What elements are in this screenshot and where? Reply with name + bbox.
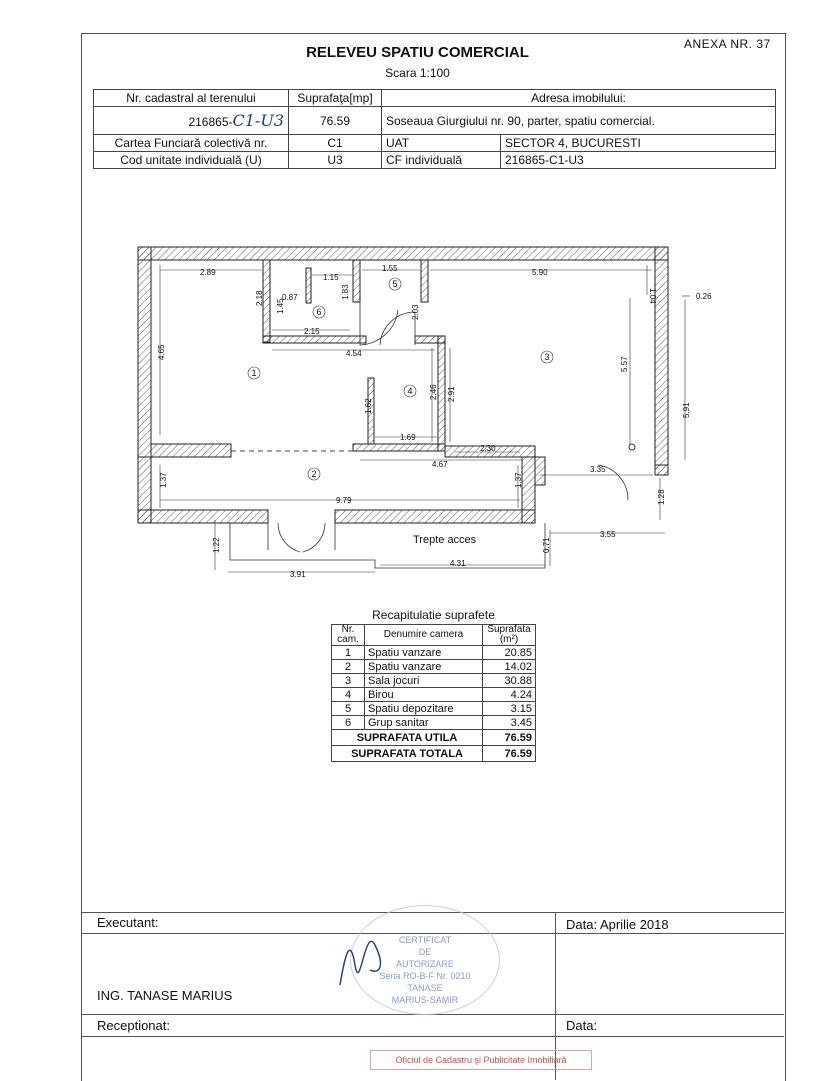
dim-label: 1.45	[276, 298, 285, 314]
room-name: Spatiu depozitare	[365, 702, 483, 716]
unit-value: U3	[289, 152, 382, 169]
recap-title: Recapitulatie suprafete	[372, 608, 495, 622]
signature	[330, 915, 390, 995]
room-area: 30.88	[483, 674, 536, 688]
total-value: 76.59	[483, 746, 536, 762]
table-row	[332, 646, 536, 660]
room-area: 3.45	[483, 716, 536, 730]
room-number: 3	[544, 352, 550, 362]
room-area: 14.02	[483, 660, 536, 674]
room-name: Grup sanitar	[365, 716, 483, 730]
table-row	[332, 716, 536, 730]
dim-label: 1.55	[382, 264, 398, 273]
dim-label: 4.31	[450, 559, 466, 568]
room-number: 6	[316, 307, 322, 317]
dim-label: 2.15	[304, 327, 320, 336]
surface-label: Suprafaţa[mp]	[289, 90, 382, 107]
handwritten-unit-code: C1-U3	[232, 111, 284, 130]
room-name: Sala jocuri	[365, 674, 483, 688]
recap-header: Denumire camera	[365, 625, 483, 646]
stamp-line: Seria RO-B-F Nr. 0210	[379, 971, 471, 981]
room-nr: 3	[332, 674, 365, 688]
room-name: Spatiu vanzare	[365, 646, 483, 660]
room-nr: 2	[332, 660, 365, 674]
dim-label: 5.90	[532, 268, 548, 277]
document-title: RELEVEU SPATIU COMERCIAL	[306, 44, 529, 61]
dim-label: 2.30	[480, 444, 496, 453]
recap-table	[331, 624, 536, 762]
uat-value: SECTOR 4, BUCURESTI	[501, 135, 776, 152]
dim-label: 4.67	[432, 460, 448, 469]
room-number: 4	[407, 386, 413, 396]
recap-header: Nr. cam.	[332, 625, 365, 646]
uat-label: UAT	[382, 135, 501, 152]
dim-label: 2.18	[255, 290, 264, 306]
room-area: 4.24	[483, 688, 536, 702]
cf-label: Cartea Funciară colectivă nr.	[94, 135, 289, 152]
annex-label: ANEXA NR. 37	[684, 37, 771, 51]
util-value: 76.59	[483, 730, 536, 746]
recap-header: Suprafata (m²)	[483, 625, 536, 646]
received-label: Receptionat:	[97, 1018, 170, 1033]
room-number: 2	[311, 469, 317, 479]
dim-label: 2.03	[411, 304, 420, 320]
stamp-line: AUTORIZARE	[396, 959, 454, 969]
dim-label: 3.55	[600, 530, 616, 539]
total-label: SUPRAFATA TOTALA	[332, 746, 483, 762]
dim-label: 3.35	[590, 465, 606, 474]
date-label: Data: Aprilie 2018	[566, 917, 669, 932]
address-value: Soseaua Giurgiului nr. 90, parter, spatiu comercial.	[382, 107, 776, 135]
steps	[230, 523, 545, 568]
dim-label: 1.37	[159, 472, 168, 488]
dim-label: 4.65	[157, 344, 166, 360]
unit-label: Cod unitate individuală (U)	[94, 152, 289, 169]
cf-individual-value: 216865-C1-U3	[501, 152, 776, 169]
room-nr: 5	[332, 702, 365, 716]
executant-label: Executant:	[97, 915, 159, 930]
dim-label: 0.71	[542, 537, 551, 553]
dim-label: 1.83	[341, 284, 350, 300]
dim-label: 4.54	[346, 349, 362, 358]
dim-label: 9.79	[336, 496, 352, 505]
received-date-label: Data:	[566, 1018, 598, 1033]
dim-label: 5.91	[682, 402, 691, 418]
dim-label: 2.89	[200, 268, 216, 277]
room-nr: 4	[332, 688, 365, 702]
room-nr: 6	[332, 716, 365, 730]
dim-label: 0.87	[282, 293, 298, 302]
room-nr: 1	[332, 646, 365, 660]
total-row	[332, 746, 536, 762]
dim-label: 1.22	[212, 537, 221, 553]
address-label: Adresa imobilului:	[382, 90, 776, 107]
total-row	[332, 730, 536, 746]
table-row	[332, 660, 536, 674]
dim-label: 0.26	[696, 292, 712, 301]
scale-label: Scara 1:100	[385, 66, 450, 80]
cf-value: C1	[289, 135, 382, 152]
room-number: 5	[392, 279, 398, 289]
table-row	[332, 702, 536, 716]
surface-value: 76.59	[289, 107, 382, 135]
office-stamp: Oficiul de Cadastru şi Publicitate Imobiliară	[370, 1050, 592, 1070]
steps-label: Trepte acces	[413, 534, 477, 546]
stamp-line: TANASE	[407, 983, 443, 993]
dim-label: 1.04	[648, 288, 657, 304]
cadastral-value: 216865-C1-U3	[94, 107, 289, 135]
stamp-line: MARIUS-SAMIR	[391, 995, 459, 1005]
dim-label: 1.62	[364, 398, 373, 414]
dim-label: 1.28	[657, 489, 666, 505]
stamp-line: CERTIFICAT	[398, 935, 452, 945]
room-area: 20.85	[483, 646, 536, 660]
dim-label: 1.69	[400, 433, 416, 442]
dim-label: 5.57	[620, 356, 629, 372]
dim-label: 1.37	[514, 472, 523, 488]
dim-label: 1.15	[323, 273, 339, 282]
dim-label: 2.91	[447, 386, 456, 402]
room-name: Spatiu vanzare	[365, 660, 483, 674]
dim-label: 2.46	[429, 384, 438, 400]
dimension-lines	[160, 265, 690, 572]
room-area: 3.15	[483, 702, 536, 716]
stamp-line: DE	[418, 947, 432, 957]
footer-divider	[81, 1036, 784, 1037]
cadastral-label: Nr. cadastral al terenului	[94, 90, 289, 107]
table-row	[332, 674, 536, 688]
room-name: Birou	[365, 688, 483, 702]
engineer-name: ING. TANASE MARIUS	[97, 988, 233, 1003]
dim-label: 3.91	[290, 570, 306, 579]
exterior-walls	[138, 247, 668, 523]
util-label: SUPRAFATA UTILA	[332, 730, 483, 746]
room-number: 1	[251, 368, 257, 378]
cf-individual-label: CF individuală	[382, 152, 501, 169]
table-row	[332, 688, 536, 702]
